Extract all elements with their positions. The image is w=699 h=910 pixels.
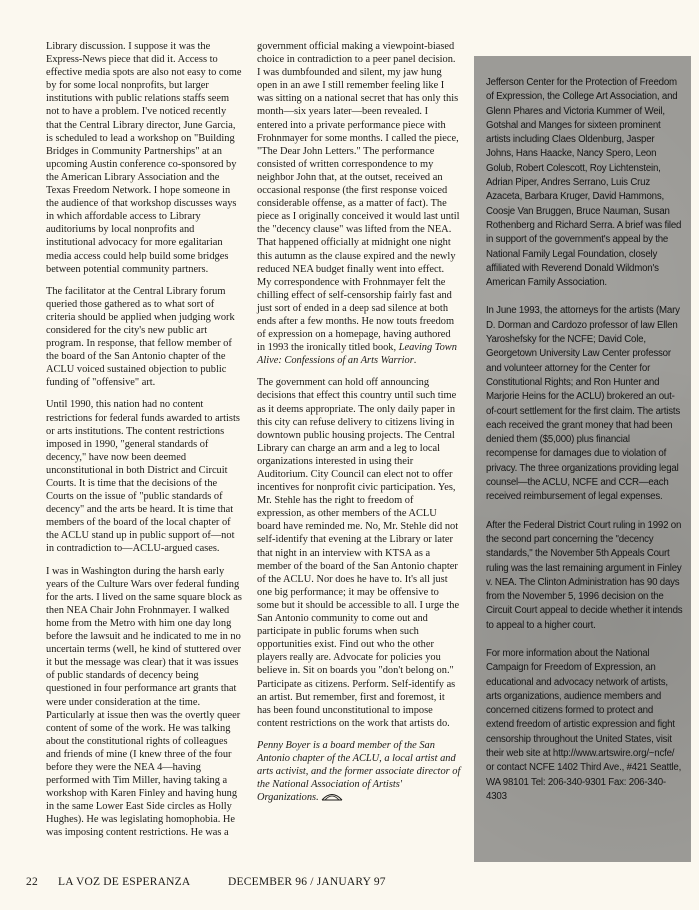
article-paragraph [257, 40, 461, 367]
article-paragraph: The facilitator at the Central Library forum queried those gathered as to what sort of criteria should be applied when judging work considered for the city's new public art program. In response, that fellow member of the board of the San Antonio chapter of the ACLU voiced sustained objection to public funding of "offensive" art. [46, 285, 235, 389]
article-text: . [413, 355, 417, 367]
sidebar-paragraph: Jefferson Center for the Protection of Freedom of Expression, the College Art Association, and Glenn Phares and Victoria Kummer of Weil, Gotshal and Manges for sixteen prominent artists including Claes Oldenburg, Jasper Johns, Hans Haacke, Nancy Spero, Leon Golub, Robert Colescott, Roy Lichtenstein, Adrian Piper, Andres Serrano, Luis Cruz Azaceta, Barbara Kruger, David Hammons, Coosje Van Bruggen, Bruce Nauman, Susan Rothenberg and Richard Serra. A brief was filed in support of the government's appeal by the National Family Legal Foundation, closely affiliated with Reverend Donald Wildmon's American Family Association. [486, 77, 682, 289]
sidebar-paragraph: In June 1993, the attorneys for the artists (Mary D. Dorman and Cardozo professor of law Ellen Yaroshefsky for the NCFE; David Cole, Georgetown University Law Center professor and volunteer attorney for the Center for Constitutional Rights; and Ron Hunter and Marjorie Heins for the ACLU) brokered an out-of-court settlement for the first claim. The artists each received the grant money that had been denied them ($5,000) plus financial recompense for damages due to violation of privacy. The three organizations providing legal counsel—the ACLU, NCFE and CCR—each received reimbursement of legal expenses. [486, 305, 681, 503]
author-byline [257, 739, 461, 804]
article-text: government official making a viewpoint-biased choice in contradiction to a peer panel decision. I was dumbfounded and silent, my jaw hung open in an awe I still remember feeling like I was sitting on a national secret that has only this month—six years later—been revealed. I entered into a private performance piece with Frohnmayer for some months. I called the piece, "The Dear John Letters." The performance consisted of written correspondence to my neighbor John that, at the outset, received an occasional response (the first response voiced considerable offense, as a matter of fact). The piece as I originally conceived it would last until the "decency clause" was lifted from the NEA. That happened officially at midnight one night this autumn as the clause expired and the newly reduced NEA budget finally went into effect. My correspondence with Frohnmayer felt the chilling effect of self-censorship fairly fast and just sort of ended in a deep sad silence at both ends after a few months. He now touts freedom of expression on a homepage, having authored in 1993 the ironically titled book, [257, 41, 460, 354]
article-paragraph: Library discussion. I suppose it was the Express-News piece that did it. Access to effective media spots are also not easy to come by for some local nonprofits, but larger institutions with public relations staffs seem not to have a problem. I've noticed recently that the Central Library director, June Garcia, is scheduled to lead a workshop on "Building Bridges in Community Partnerships" at an upcoming Austin conference co-sponsored by the American Library Association and the Texas Freedom Network. I hope someone in the audience of that workshop discusses ways in which affordable access to Library auditoriums by local nonprofits and institutional advocacy for more egalitarian media access could help build some bridges between potential community partners. [46, 41, 242, 275]
sidebar-paragraph: For more information about the National Campaign for Freedom of Expression, an educational and advocacy network of artists, arts organizations, audience members and concerned citizens formed to protect and extend freedom of artistic expression and fight censorship throughout the United States, visit their web site at http://www.artswire.org/~ncfe/ or contact NCFE 1402 Third Ave., #421 Seattle, WA 98101 Tel: 206-340-9301 Fax: 206-340-4303 [486, 647, 682, 802]
article-column-1 [46, 40, 242, 849]
sidebar-box [474, 56, 691, 862]
article-paragraph: Until 1990, this nation had no content restrictions for federal funds awarded to artists or arts institutions. The content restrictions imposed in 1990, "general standards of decency," have now been deemed unconstitutional in both District and Circuit Courts. It is time that the decisions of the Courts on the issue of "public standards of decency" and the arts be heard. It is time that members of the board of the local chapter of the ACLU stand up in public support of—not in contradiction to—ACLU-argued cases. [46, 399, 240, 555]
article-column-2 [257, 40, 461, 813]
article-paragraph: The government can hold off announcing decisions that effect this country until such time as it deems appropriate. The only daily paper in this city can refuse delivery to citizens living in downtown public housing projects. The Central Library can charge an arm and a leg to local organizations interested in using their Auditorium. City Council can elect not to offer incentives for nonprofit civic participation. Yes, Mr. Stehle has the right to freedom of expression, as other members of the ACLU board have reminded me. No, Mr. Stehle did not self-identify that evening at the Library or later that night in an interview with KTSA as a member of the board of the San Antonio chapter of the ACLU. Nor does he have to. It's all just one big performance; it may be offensive to some but it should be accessible to all. I urge the San Antonio community to come out and participate in public forums when such opportunities exist. Find out who the other players really are. Advocate for policies you believe in. Sit on boards you "don't belong on." Participate as citizens. Perform. Self-identify as an artist. But remember, first and foremost, it has been found unconstitutional to impose content restrictions on the work that artists do. [257, 377, 460, 729]
magazine-logo-icon [321, 791, 343, 801]
byline-text: Penny Boyer is a board member of the San Antonio chapter of the ACLU, a local artist and arts activist, and the former associate director of the National Association of Artists' Organizations. [257, 739, 461, 804]
sidebar-paragraph: After the Federal District Court ruling in 1992 on the second part concerning the "decency standards," the November 5th Appeals Court ruling was the last remaining argument in Finley v. NEA. The Clinton Administration has 90 days from the November 5, 1996 decision on the Circuit Court appeal to decide whether it intends to appeal to a higher court. [486, 519, 683, 631]
magazine-name: LA VOZ DE ESPERANZA [58, 876, 191, 888]
article-paragraph: I was in Washington during the harsh early years of the Culture Wars over federal funding for the arts. I lived on the same square block as then NEA Chair John Frohnmayer. I walked home from the Metro with him one day long before the lawsuit and he indicated to me in no uncertain terms (well, he kind of stuttered over it but the message was clear) that it was issues of public standards of decency being questioned in four performance art grants that were under consideration at the time. Particularly at issue then was the overtly queer content of some of the work. He was talking about the constitutional rights of colleagues and friends of mine (I knew three of the four before they were the NEA 4—having performed with Tim Miller, having taking a workshop with Karen Finley and having hung in the same Lower East Side circles as Holly Hughes). He was legislating homophobia. He was imposing content restrictions. He was a [46, 565, 242, 839]
page-number: 22 [26, 876, 38, 888]
page-footer [26, 876, 466, 888]
issue-date: DECEMBER 96 / JANUARY 97 [228, 876, 386, 888]
sidebar-text [486, 76, 683, 818]
book-title: Leaving Town Alive: Confessions of an Arts Warrior [257, 342, 457, 367]
